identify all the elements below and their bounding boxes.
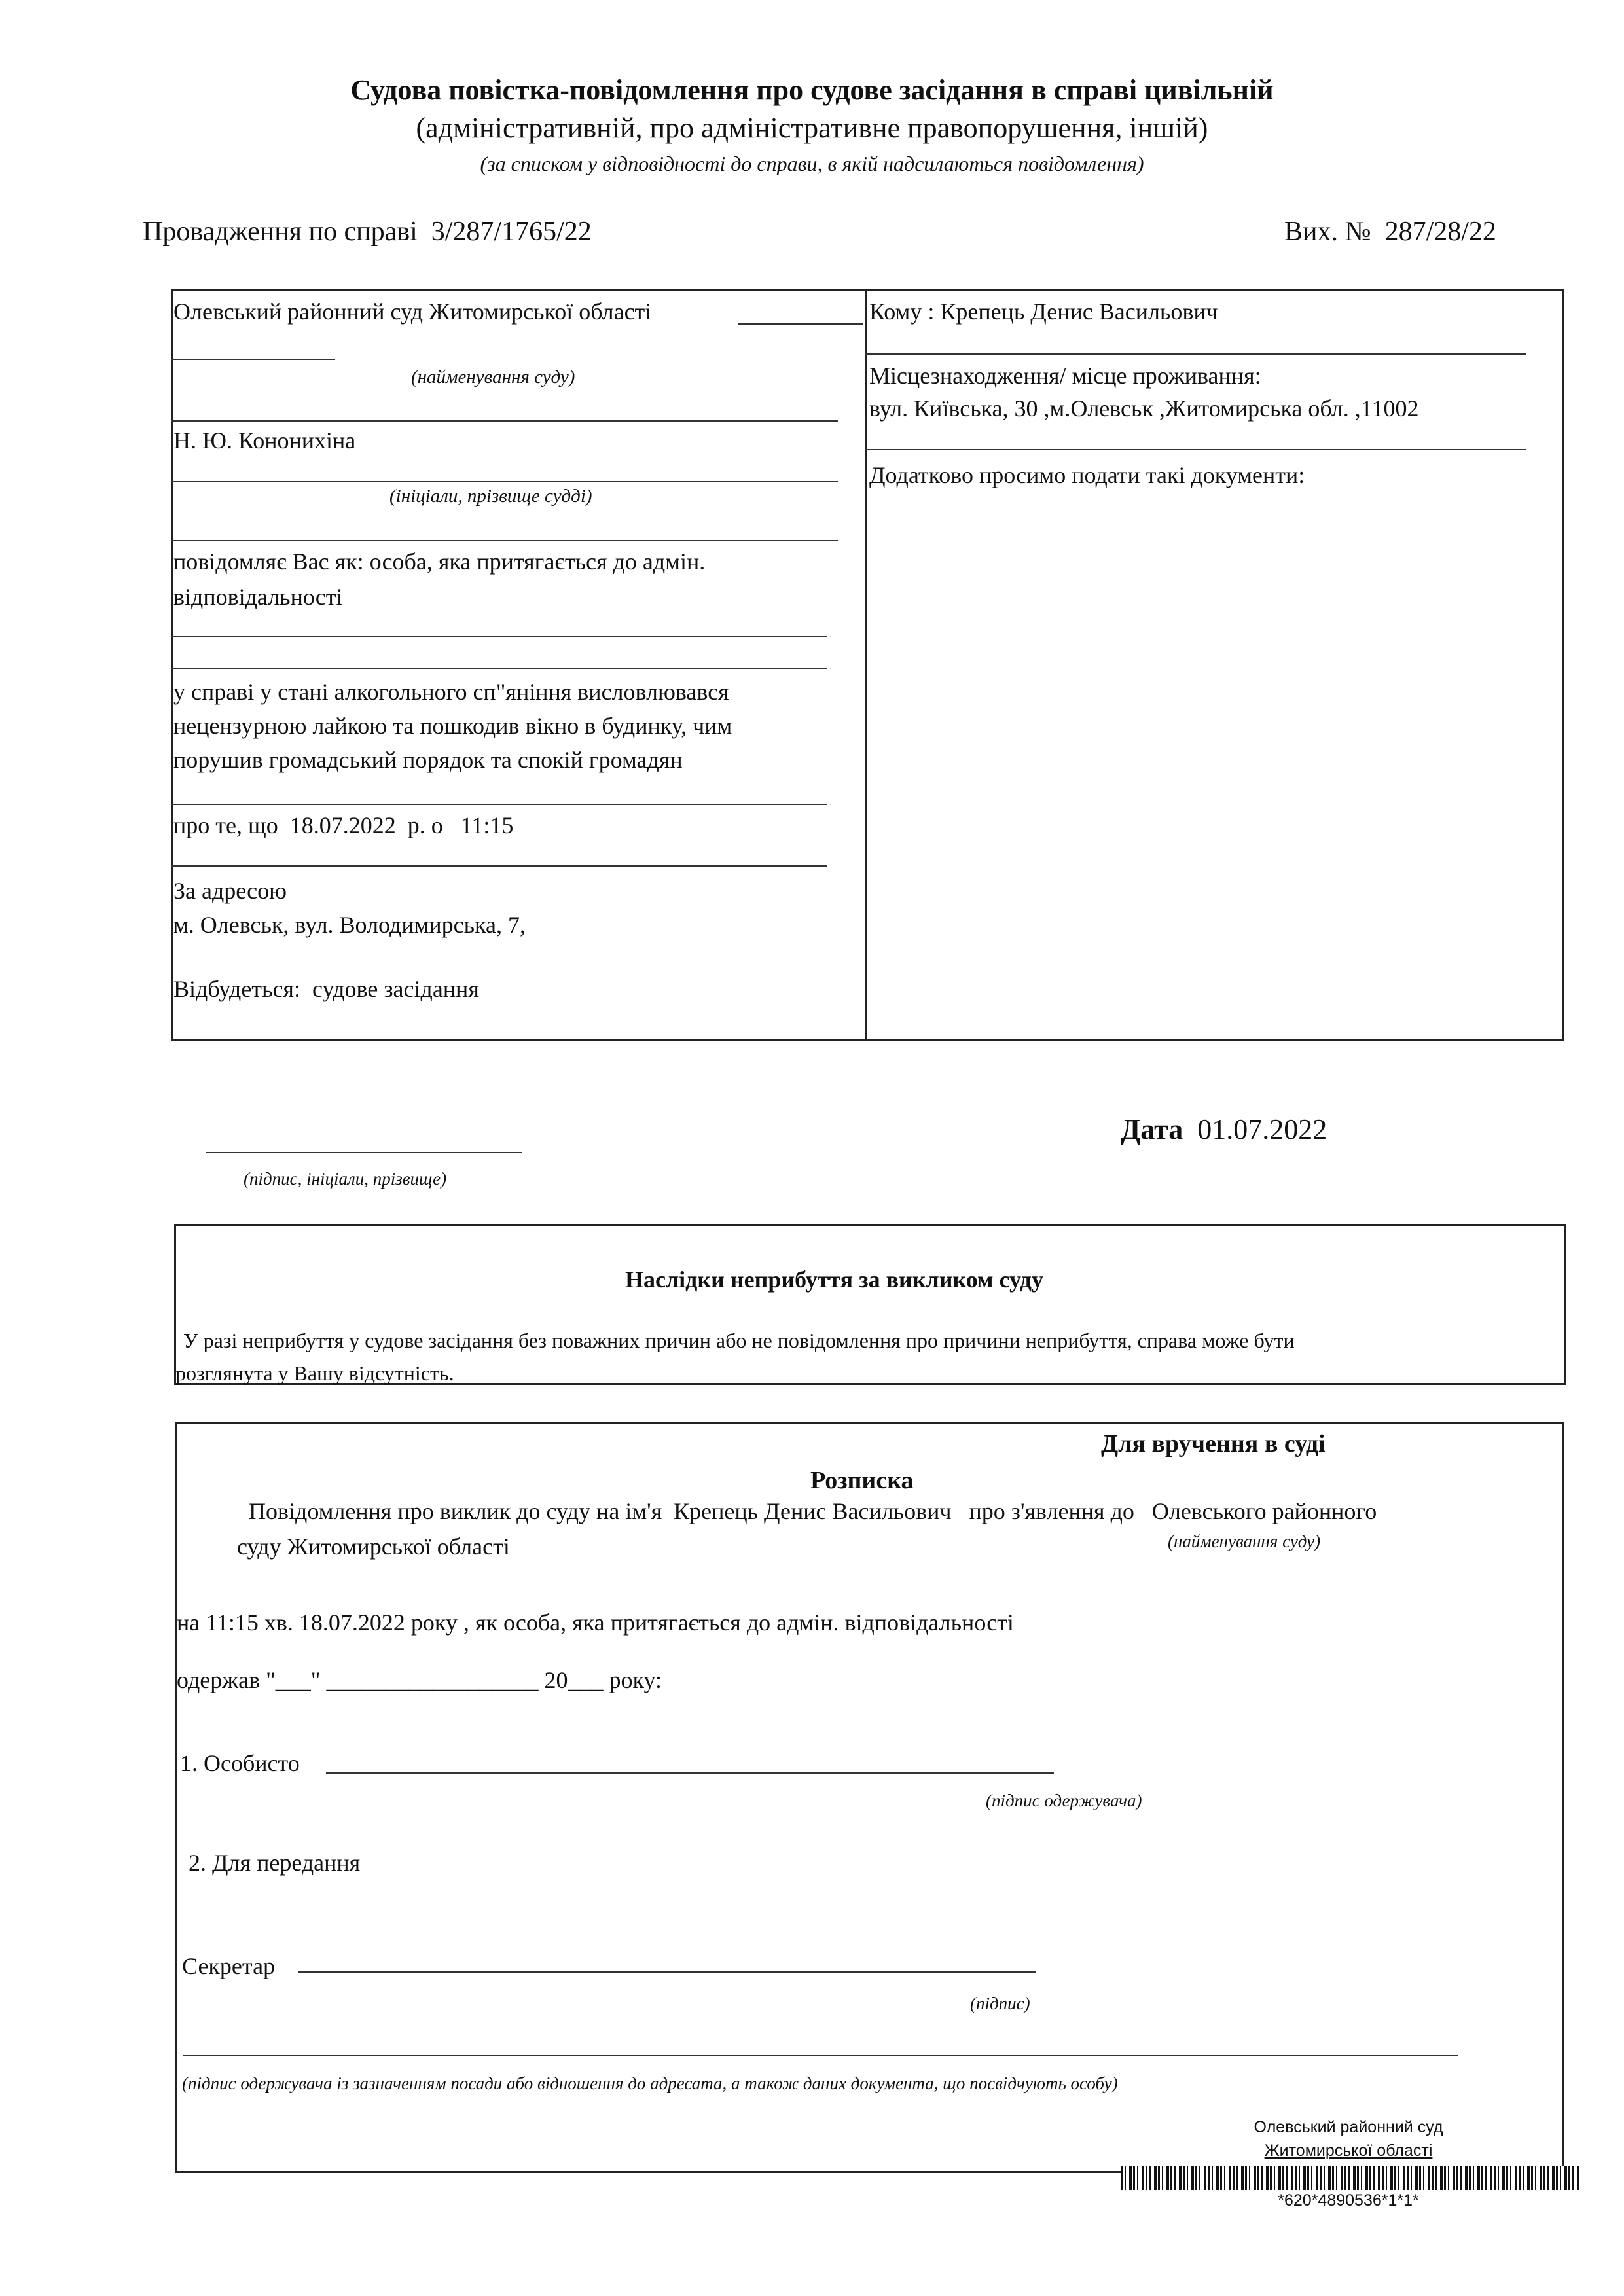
hearing-address: м. Олевськ, вул. Володимирська, 7, <box>173 912 526 938</box>
secretary-caption: (підпис) <box>970 1994 1030 2013</box>
secretary-label: Секретар <box>182 1953 276 1979</box>
receipt-line-2: суду Житомирської області <box>237 1534 510 1560</box>
receipt-title: Розписка <box>810 1467 914 1494</box>
hearing-mid: р. о <box>407 812 443 838</box>
hearing-time: 11:15 <box>460 812 514 838</box>
signature-caption: (підпис, ініціали, прізвище) <box>244 1169 447 1189</box>
judge-caption: (ініціали, прізвище судді) <box>389 486 592 507</box>
signature-line <box>206 1152 522 1153</box>
personally-signature-line <box>326 1772 1054 1774</box>
location-label: Місцезнаходження/ місце проживання: <box>869 363 1261 389</box>
recipient-address: вул. Київська, 30 ,м.Олевськ ,Житомирська обл. ,11002 <box>869 395 1419 422</box>
case-desc-line-2: нецензурною лайкою та пошкодив вікно в будинку, чим <box>173 713 732 739</box>
recipient-line-rule <box>865 353 1526 355</box>
judge-line-2 <box>171 540 838 541</box>
judge-name: Н. Ю. Кононихіна <box>173 427 356 454</box>
case-label: Провадження по справі <box>143 217 418 247</box>
hearing-date: 18.07.2022 <box>289 812 396 838</box>
court-line-3 <box>171 420 838 422</box>
notifies-line-2: відповідальності <box>173 584 343 610</box>
extra-documents: Додатково просимо подати такі документи: <box>869 462 1305 488</box>
court-line-2 <box>171 359 335 360</box>
panel-divider <box>865 289 867 1041</box>
receipt-appear: про з'явлення до <box>969 1498 1134 1524</box>
court-stamp-line-1: Олевський районний суд <box>1254 2118 1443 2136</box>
barcode <box>1121 2166 1581 2190</box>
hearing-line-rule <box>171 865 827 867</box>
case-desc-line <box>171 804 827 805</box>
outgoing-label: Вих. № <box>1284 217 1371 247</box>
outgoing-number: 287/28/22 <box>1384 217 1496 247</box>
date-value: 01.07.2022 <box>1197 1113 1327 1145</box>
date-label: Дата <box>1121 1113 1183 1145</box>
notifies-line-1: повідомляє Вас як: особа, яка притягається до адмін. <box>173 548 706 575</box>
consequences-line-1: У разі неприбуття у судове засідання без поважних причин або не повідомлення про причини неприбуття, справа може бути <box>183 1329 1295 1352</box>
receipt-time-line: на 11:15 хв. 18.07.2022 року , як особа, яка притягається до адмін. відповідальності <box>177 1609 1014 1636</box>
hearing-line <box>173 812 513 839</box>
event-value: судове засідання <box>312 976 479 1002</box>
consequences-title: Наслідки неприбуття за викликом суду <box>625 1266 1043 1293</box>
case-desc-line-3: порушив громадський порядок та спокій громадян <box>173 747 683 773</box>
case-reference <box>143 216 592 247</box>
judge-line <box>171 481 838 482</box>
received-line: одержав "___" __________________ 20___ року: <box>177 1667 662 1693</box>
court-stamp-line-2: Житомирської області <box>1264 2142 1433 2160</box>
court-name: Олевський районний суд Житомирської області <box>173 298 652 325</box>
court-name-line <box>738 323 863 325</box>
notifies-line-b <box>171 668 827 669</box>
secretary-signature-line <box>298 1971 1036 1973</box>
recipient-name: Крепець Денис Васильович <box>940 298 1218 325</box>
outgoing-reference <box>1284 216 1496 247</box>
address-line-rule <box>865 449 1526 450</box>
recipient-line <box>869 298 1218 325</box>
receipt-court: Олевського районного <box>1151 1498 1377 1524</box>
receipt-court-caption: (найменування суду) <box>1168 1532 1321 1551</box>
bottom-caption: (підпис одержувача із зазначенням посади або відношення до адресата, а також даних документа, що посвідчують особу) <box>182 2073 1118 2093</box>
transfer-label: 2. Для передання <box>189 1850 361 1876</box>
document-note: (за списком у відповідності до справи, в якій надсилаються повідомлення) <box>480 152 1144 175</box>
consequences-line-2: розглянута у Вашу відсутність. <box>175 1361 454 1385</box>
for-court-label: Для вручення в суді <box>1101 1430 1326 1458</box>
case-number: 3/287/1765/22 <box>431 217 592 247</box>
notifies-line-a <box>171 636 827 637</box>
receipt-line-1 <box>249 1498 1377 1525</box>
receipt-name: Крепець Денис Васильович <box>674 1498 952 1524</box>
bottom-signature-line <box>183 2055 1458 2056</box>
address-label: За адресою <box>173 878 287 904</box>
personally-label: 1. Особисто <box>180 1750 300 1776</box>
receipt-intro: Повідомлення про виклик до суду на ім'я <box>249 1498 662 1524</box>
document-subtitle: (адміністративній, про адміністративне правопорушення, іншій) <box>416 112 1208 144</box>
issue-date <box>1121 1113 1327 1146</box>
recipient-label: Кому : <box>869 298 935 325</box>
event-label: Відбудеться: <box>173 976 300 1002</box>
hearing-label: про те, що <box>173 812 278 838</box>
barcode-text: *620*4890536*1*1* <box>1278 2191 1419 2210</box>
court-caption: (найменування суду) <box>411 367 575 387</box>
document-title: Судова повістка-повідомлення про судове засідання в справі цивільній <box>350 74 1274 106</box>
event-line <box>173 975 479 1003</box>
recipient-signature-caption: (підпис одержувача) <box>986 1791 1142 1810</box>
case-desc-line-1: у справі у стані алкогольного сп"яніння висловлювався <box>173 679 729 705</box>
